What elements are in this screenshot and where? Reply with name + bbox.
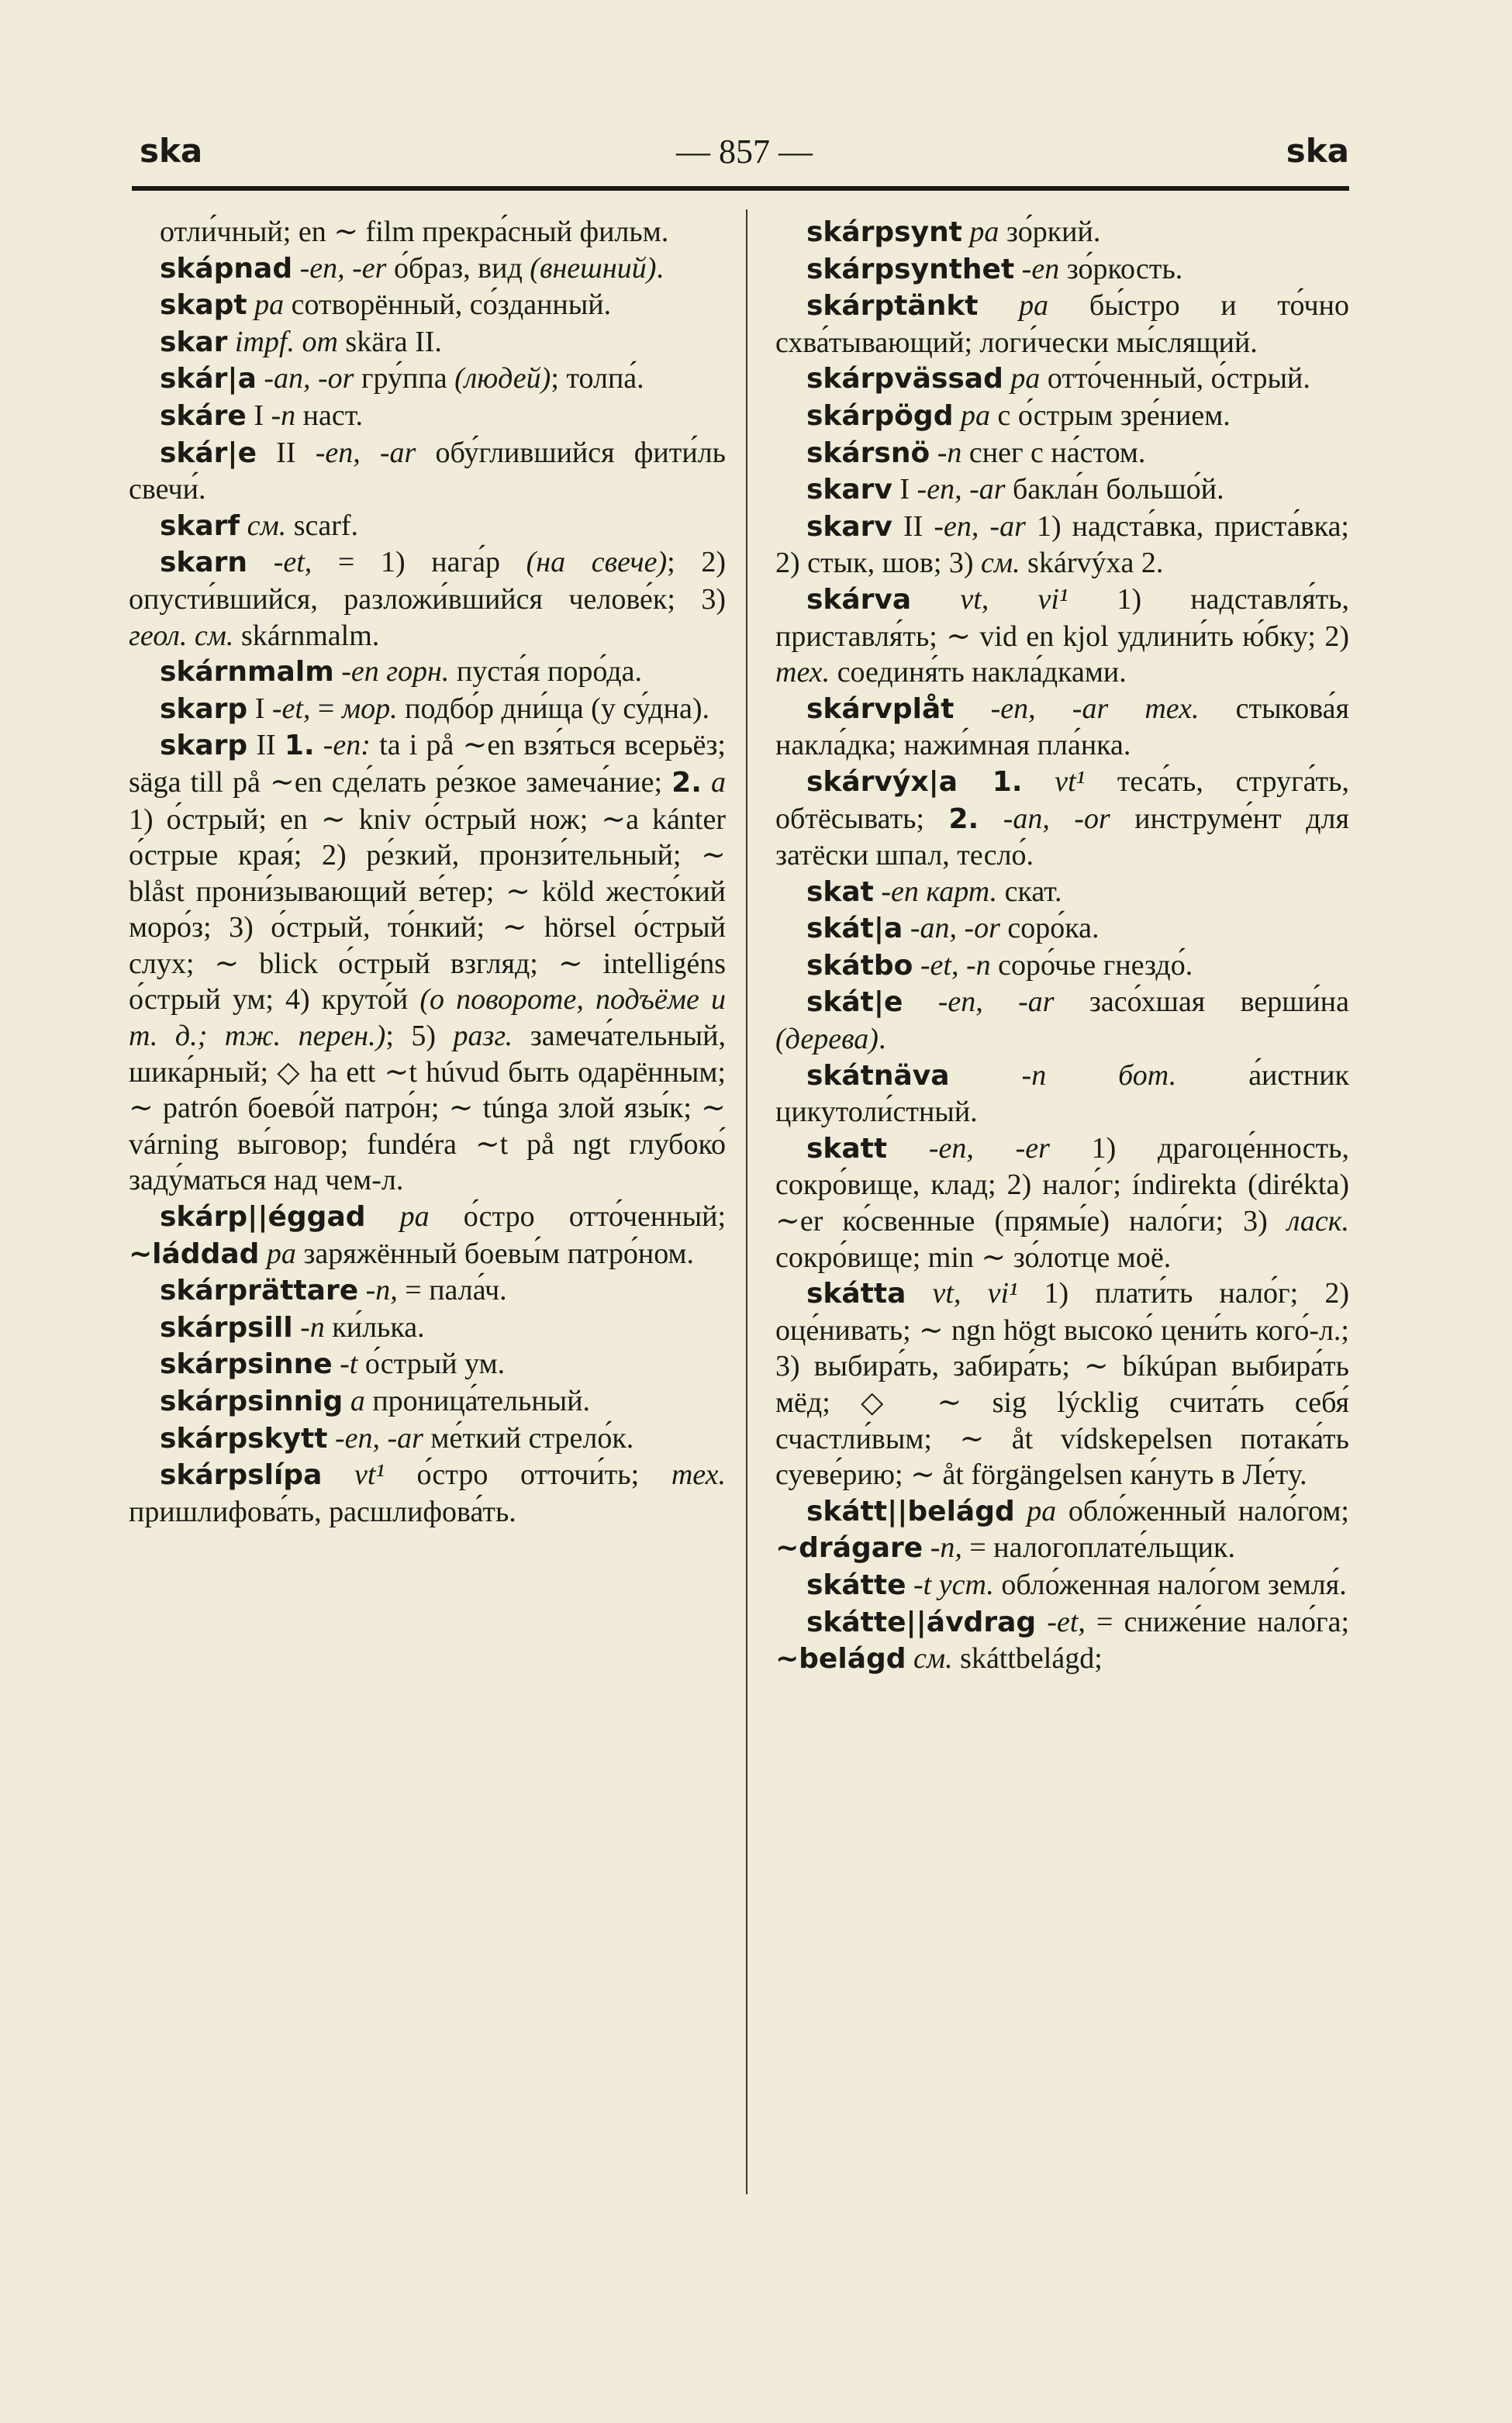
- entry-grammar-note: a: [343, 1385, 365, 1417]
- entry-text: skáttbelágd;: [952, 1642, 1103, 1676]
- dictionary-entry: [775, 1275, 1349, 1493]
- entry-text: сокро́вище; min ∼ зо́лотце моё.: [775, 1241, 1172, 1274]
- entry-text: заряжённый боевы́м патро́ном.: [295, 1237, 695, 1270]
- entry-headword: skárptänkt: [806, 290, 979, 323]
- entry-grammar-note: -t: [332, 1348, 358, 1381]
- entry-headword: skarf: [160, 509, 240, 542]
- entry-grammar-note: impf. от: [227, 325, 338, 358]
- entry-text: проница́тельный.: [364, 1385, 591, 1417]
- entry-headword: skar: [160, 326, 228, 358]
- entry-grammar-note: тех.: [671, 1458, 726, 1492]
- entry-headword: 1.: [284, 730, 315, 762]
- dictionary-entry: [775, 1604, 1349, 1678]
- entry-headword: skárpsinnig: [160, 1386, 343, 1417]
- entry-grammar-note: -an, -or: [256, 362, 354, 395]
- entry-text: II: [892, 509, 934, 543]
- entry-text: скат.: [997, 875, 1062, 908]
- entry-headword: skáre: [160, 399, 247, 432]
- dictionary-entry: [775, 984, 1349, 1057]
- entry-grammar-note: -en, -ar: [903, 985, 1055, 1019]
- entry-text: снег с на́стом.: [961, 436, 1146, 469]
- dictionary-entry: [129, 654, 726, 691]
- entry-grammar-note: -et, -n: [913, 948, 991, 982]
- entry-grammar-note: pa: [961, 216, 999, 248]
- entry-headword: skárpsinne: [160, 1348, 333, 1381]
- dictionary-entry: [775, 691, 1349, 764]
- entry-headword: skárp||éggad: [160, 1201, 366, 1234]
- entry-grammar-note: -en, -ar: [327, 1421, 423, 1455]
- entry-grammar-note: pa: [247, 288, 285, 322]
- entry-headword: skapt: [160, 289, 247, 322]
- entry-headword: skátte: [806, 1569, 906, 1601]
- entry-grammar-note: -an, -or: [903, 912, 1000, 945]
- dictionary-entry: [129, 1199, 726, 1272]
- entry-headword: skárpsynt: [806, 216, 962, 248]
- entry-headword: skarp: [160, 730, 248, 762]
- entry-grammar-note: см.: [240, 509, 287, 542]
- entry-grammar-note: -n,: [923, 1531, 962, 1565]
- dictionary-entry: [775, 764, 1349, 874]
- entry-headword: skárpvässad: [806, 363, 1003, 395]
- entry-headword: 2.: [948, 802, 979, 835]
- entry-text: отли́чный; en ∼ film прекра́сный фильм.: [160, 216, 669, 248]
- entry-text: 1) надставля́ть, приставля́ть; ∼ vid en kjol удлини́ть ю́бку; 2): [775, 582, 1349, 653]
- entry-text: skárvýxa 2.: [1020, 547, 1164, 580]
- entry-grammar-note: -n: [271, 399, 296, 432]
- entry-grammar-note: -en, -ar: [917, 473, 1006, 506]
- entry-grammar-note: -et,: [1036, 1605, 1086, 1638]
- entry-headword: skárpsynthet: [806, 253, 1015, 285]
- entry-grammar-note: -en горн.: [333, 655, 450, 689]
- entry-text: бакла́н большо́й.: [1005, 473, 1224, 506]
- entry-text: 1) о́стрый; en ∼ kniv о́стрый нож; ∼a kánter о́стрые края́; 2) ре́зкий, пронзи́тельный; ∼ blåst прони́зывающий ве́тер; ∼ köld жесто́кий моро́з; 3) о́стрый, то́нкий; ∼ hörsel о́стрый слух; ∼ blick о́стрый взгляд; ∼ intelligéns о́стрый ум; 4) круто́й: [129, 802, 726, 1016]
- dictionary-entry: [129, 544, 726, 654]
- entry-headword: skatt: [806, 1132, 888, 1165]
- entry-text: ки́лька.: [324, 1310, 425, 1344]
- dictionary-entry: [129, 435, 726, 508]
- dictionary-entry: [775, 1567, 1349, 1604]
- entry-grammar-note: (на свече): [526, 546, 668, 579]
- entry-text: обло́женный нало́гом;: [1056, 1494, 1349, 1527]
- entry-grammar-note: мор.: [341, 692, 398, 725]
- entry-headword: skárvýx|a: [806, 765, 958, 798]
- entry-text: I: [247, 692, 272, 725]
- entry-text: пуста́я поро́да.: [449, 655, 642, 689]
- entry-grammar-note: pa: [953, 399, 990, 432]
- entry-text: =: [310, 692, 342, 725]
- entry-grammar-note: -en, -ar: [315, 436, 416, 469]
- dictionary-entry: [775, 910, 1349, 947]
- entry-headword: skápnad: [160, 252, 293, 285]
- entry-headword: skárpslípa: [160, 1459, 323, 1492]
- entry-headword: skarp: [160, 692, 248, 725]
- column-divider: [746, 209, 747, 2194]
- entry-headword: ∼belágd: [775, 1643, 906, 1676]
- entry-text: = налогоплате́льщик.: [961, 1531, 1235, 1565]
- header-left-guideword: ska: [140, 132, 203, 170]
- entry-headword: skátt||belágd: [806, 1495, 1015, 1527]
- dictionary-entry: [775, 1058, 1349, 1130]
- dictionary-entry: [129, 214, 726, 250]
- entry-headword: skat: [806, 875, 874, 908]
- entry-headword: skarn: [160, 547, 248, 579]
- entry-text: инструме́нт для затёски шпал, тесло́.: [775, 802, 1349, 872]
- dictionary-entry: [129, 691, 726, 728]
- entry-grammar-note: a: [701, 765, 726, 799]
- entry-text: пришлифова́ть, расшлифова́ть.: [129, 1495, 516, 1528]
- dictionary-entry: [129, 727, 726, 1199]
- entry-grammar-note: pa: [259, 1237, 296, 1270]
- entry-text: зо́ркий.: [999, 216, 1101, 248]
- entry-text: scarf.: [286, 509, 359, 542]
- entry-grammar-note: (внешний): [530, 251, 657, 285]
- dictionary-entry: [129, 1457, 726, 1530]
- dictionary-entry: [775, 288, 1349, 361]
- entry-text: II: [256, 436, 316, 469]
- entry-grammar-note: ласк.: [1286, 1205, 1349, 1238]
- entry-text: ta i på ∼en взя́ться всерьёз; säga till på ∼en сде́лать ре́зкое замеча́ние;: [129, 729, 726, 799]
- entry-text: отто́ченный, о́стрый.: [1040, 362, 1310, 395]
- dictionary-entry: [129, 508, 726, 545]
- entry-text: о́стро отто́ченный;: [429, 1200, 727, 1234]
- entry-grammar-note: -n,: [358, 1274, 398, 1307]
- entry-headword: ∼drágare: [775, 1532, 923, 1565]
- entry-headword: skár|a: [160, 363, 257, 395]
- entry-headword: skátnäva: [806, 1059, 950, 1092]
- entry-headword: 1.: [958, 765, 1023, 798]
- dictionary-entry: [775, 947, 1349, 985]
- right-column: [775, 214, 1349, 1678]
- entry-text: соединя́ть накла́дками.: [830, 656, 1127, 689]
- entry-grammar-note: -en карт.: [873, 875, 998, 908]
- entry-headword: ∼láddad: [129, 1237, 260, 1270]
- entry-text: стыкова́я накла́дка; нажи́мная пла́нка.: [775, 692, 1350, 762]
- entry-headword: 2.: [671, 766, 702, 799]
- dictionary-entry: [775, 1493, 1349, 1567]
- entry-text: а́истник цикутоли́стный.: [775, 1058, 1349, 1129]
- entry-text: соро́ка.: [999, 912, 1099, 945]
- entry-text: = пала́ч.: [397, 1274, 507, 1307]
- entry-grammar-note: -n: [292, 1310, 325, 1344]
- entry-text: наст.: [295, 399, 363, 432]
- entry-text: теса́ть, струга́ть, обтёсывать;: [775, 765, 1349, 835]
- dictionary-entry: [775, 471, 1349, 509]
- entry-grammar-note: -n бот.: [949, 1058, 1177, 1092]
- entry-headword: skárvplåt: [806, 692, 954, 725]
- dictionary-entry: [129, 1383, 726, 1420]
- entry-grammar-note: (людей): [454, 362, 551, 395]
- page-number: — 857 —: [676, 133, 813, 171]
- entry-text: II: [247, 729, 285, 762]
- entry-text: ме́ткий стрело́к.: [423, 1421, 634, 1455]
- dictionary-entry: [129, 1310, 726, 1347]
- entry-grammar-note: геол. см.: [129, 619, 234, 652]
- entry-grammar-note: vt¹: [1022, 765, 1086, 798]
- dictionary-entry: [129, 1272, 726, 1310]
- entry-text: = 1) нага́р: [312, 546, 526, 579]
- entry-headword: skát|e: [806, 986, 903, 1019]
- entry-headword: skárprättare: [160, 1275, 359, 1307]
- entry-headword: skársnö: [806, 437, 930, 469]
- entry-grammar-note: -en:: [314, 729, 371, 762]
- entry-grammar-note: -et,: [247, 546, 312, 579]
- entry-headword: skárpskytt: [160, 1422, 328, 1455]
- entry-grammar-note: pa: [1003, 362, 1041, 395]
- entry-grammar-note: pa: [1014, 1494, 1057, 1527]
- entry-headword: skárva: [806, 583, 912, 616]
- entry-grammar-note: (дерева): [775, 1023, 879, 1056]
- dictionary-entry: [129, 1420, 726, 1458]
- entry-text: ; 2) опусти́вшийся, разложи́вшийся челове́к; 3): [129, 546, 726, 616]
- entry-text: обу́глившийся фити́ль свечи́.: [129, 436, 727, 506]
- entry-grammar-note: vt, vi¹: [906, 1277, 1018, 1310]
- entry-grammar-note: -t уст.: [906, 1568, 994, 1601]
- entry-headword: skarv: [806, 510, 892, 543]
- entry-grammar-note: -et,: [271, 692, 311, 725]
- entry-text: = сниже́ние нало́га;: [1085, 1605, 1350, 1638]
- entry-grammar-note: тех.: [775, 656, 830, 689]
- dictionary-entry: [775, 1130, 1349, 1275]
- entry-grammar-note: -an, -or: [979, 802, 1110, 835]
- entry-text: 1) надста́вка, приста́вка; 2) стык, шов; 3): [775, 509, 1349, 580]
- entry-grammar-note: см.: [981, 547, 1020, 580]
- entry-headword: skátta: [806, 1278, 906, 1310]
- entry-grammar-note: pa: [978, 289, 1049, 323]
- entry-grammar-note: -n: [930, 436, 962, 469]
- dictionary-entry: [775, 874, 1349, 911]
- dictionary-entry: [129, 324, 726, 361]
- dictionary-entry: [775, 398, 1349, 435]
- entry-grammar-note: (о повороте, подъёме и т. д.; тж. перен.): [129, 983, 726, 1053]
- entry-grammar-note: -en, -er: [292, 251, 387, 285]
- entry-grammar-note: -en: [1014, 252, 1060, 285]
- entry-headword: skárpögd: [806, 399, 954, 432]
- dictionary-entry: [129, 250, 726, 288]
- entry-grammar-note: vt¹: [322, 1458, 385, 1492]
- entry-text: соро́чье гнездо́.: [990, 948, 1193, 982]
- entry-text: зо́ркость.: [1059, 252, 1183, 285]
- dictionary-entry: [775, 509, 1349, 582]
- entry-text: skära II.: [337, 325, 442, 358]
- dictionary-entry: [775, 582, 1349, 691]
- entry-headword: skátbo: [806, 949, 913, 982]
- entry-text: .: [878, 1023, 886, 1056]
- entry-text: I: [246, 399, 271, 432]
- header-right-guideword: ska: [1286, 132, 1349, 170]
- dictionary-entry: [129, 1346, 726, 1383]
- entry-headword: skátte||ávdrag: [806, 1606, 1037, 1638]
- entry-text: о́стрый ум.: [357, 1348, 506, 1381]
- entry-text: замеча́тельный, шика́рный; ◇ ha ett ∼t húvud быть одарённым; ∼ patrón боево́й патро́н; ∼ túnga злой язы́к; ∼ várning вы́говор; fundéra ∼t på ngt глубоко́ заду́маться над чем-л.: [129, 1020, 726, 1197]
- entry-headword: skárnmalm: [160, 656, 334, 689]
- entry-grammar-note: pa: [365, 1200, 430, 1234]
- dictionary-entry: [775, 435, 1349, 472]
- entry-grammar-note: разг.: [453, 1020, 513, 1053]
- entry-text: .: [656, 251, 664, 285]
- dictionary-entry: [129, 361, 726, 398]
- entry-grammar-note: -en, -ar тех.: [954, 692, 1200, 725]
- entry-text: гру́ппа: [354, 362, 455, 395]
- entry-headword: skár|e: [160, 437, 257, 469]
- entry-text: обло́женная нало́гом земля́.: [993, 1568, 1347, 1601]
- entry-headword: skárpsill: [160, 1311, 293, 1344]
- entry-headword: skarv: [806, 474, 892, 506]
- entry-text: I: [892, 473, 917, 506]
- entry-text: 1) плати́ть нало́г; 2) оце́нивать; ∼ ngn högt высоко́ цени́ть кого́-л.; 3) выбира́ть, забира́ть; ∼ bíkúpan выбира́ть мёд; ◇ ∼ sig lýcklig счита́ть себя́ счастли́вым; ∼ åt vídskepelsen потака́ть суеве́рию; ∼ åt förgängelsen ка́нуть в Ле́ту.: [775, 1277, 1349, 1492]
- entry-text: ; толпа́.: [551, 362, 644, 395]
- entry-text: сотворённый, со́зданный.: [284, 288, 612, 322]
- entry-grammar-note: -en, -ar: [934, 509, 1026, 543]
- entry-grammar-note: vt, vi¹: [911, 582, 1068, 616]
- entry-text: skárnmalm.: [233, 619, 380, 652]
- entry-grammar-note: см.: [906, 1642, 953, 1676]
- left-column: [129, 214, 726, 1530]
- dictionary-entry: [775, 361, 1349, 398]
- dictionary-entry: [129, 287, 726, 324]
- dictionary-entry: [775, 214, 1349, 251]
- entry-text: ; 5): [385, 1020, 454, 1053]
- entry-text: бы́стро и то́чно схва́тывающий; логи́чески мы́слящий.: [775, 289, 1349, 359]
- page-header: [140, 132, 1349, 186]
- entry-text: 1) драгоце́нность, сокро́вище, клад; 2) нало́г; índirekta (dirékta) ∼er ко́свенные (прямы́е) нало́ги; 3): [775, 1131, 1349, 1238]
- entry-text: с о́стрым зре́нием.: [989, 399, 1231, 432]
- dictionary-entry: [775, 251, 1349, 288]
- entry-text: о́стро отточи́ть;: [384, 1458, 671, 1492]
- dictionary-entry: [129, 398, 726, 435]
- entry-grammar-note: -en, -er: [887, 1131, 1050, 1165]
- entry-text: засо́хшая верши́на: [1054, 985, 1349, 1019]
- header-rule: [132, 186, 1349, 191]
- entry-text: подбо́р дни́ща (у су́дна).: [397, 692, 709, 725]
- entry-headword: skát|a: [806, 913, 903, 945]
- entry-text: о́браз, вид: [386, 251, 530, 285]
